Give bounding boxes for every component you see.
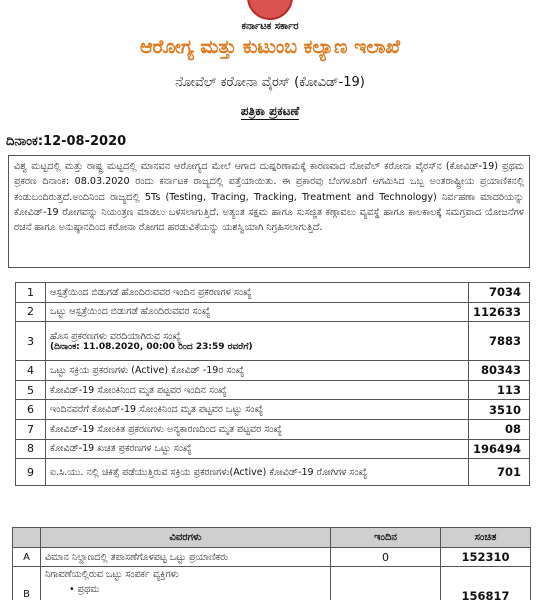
table-row [16, 400, 530, 420]
row-label: ಇಂದಿನವರೆಗೆ ಕೋವಿಡ್-19 ಸೋಂಕಿನಿಂದ ಮೃತ ಪಟ್ಟವರ ಒಟ್ಟು ಸಂಖ್ಯೆ [46, 400, 469, 420]
header-details: ವಿವರಗಳು [41, 528, 331, 548]
header-cumulative: ಸಂಚಿತ [441, 528, 531, 548]
state-emblem-icon [247, 0, 293, 20]
intro-paragraph: ವಿಶ್ವ ಮಟ್ಟದಲ್ಲಿ ಮತ್ತು ರಾಷ್ಟ್ರ ಮಟ್ಟದಲ್ಲಿ ಮಾನವನ ಆರೋಗ್ಯದ ಮೇಲೆ ಆಗಾದ ದುಷ್ಪರಿಣಾಮಕ್ಕೆ ಕಾರಣವಾದ ನೋವೆಲ್ ಕರೋನಾ ವೈರಸ್‌ನ (ಕೋವಿಡ್-19) ಪ್ರಥಮ ಪ್ರಕರಣ ದಿನಾಂಕ: 08.03.2020 ರಂದು ಕರ್ನಾಟಕ ರಾಜ್ಯದಲ್ಲಿ ಪತ್ತೆಯಾಯಿತು. ಈ ಪ್ರಕಾರವು ಬೆಂಗಳೂರಿಗೆ ಆಗಮಿಸಿದ ಒಬ್ಬ ಅಂತರಾಷ್ಟ್ರೀಯ ಪ್ರಯಾಣಿಕನಲ್ಲಿ ಕಂಡುಬಂದಿರುತ್ತದೆ.ಅಂದಿನಿಂದ ರಾಜ್ಯದಲ್ಲಿ 5Ts (Testing, Tracing, Tracking, Treatment and Technology) ನಿರ್ವಹಣಾ ಮಾದರಿಯನ್ನು ಕೋವಿಡ್-19 ರೋಗವನ್ನು ನಿಯಂತ್ರಣ ಮಾಡಲು ಬಳಸಲಾಗುತ್ತಿದೆ. ಅತ್ಯಂತ ಸಕ್ಷಮ ಹಾಗೂ ಸುಸಜ್ಜಿತ ಕಣ್ಗಾವಲು ವ್ಯವಸ್ಥೆ ಹಾಗೂ ಕಾಲಕಾಲಕ್ಕೆ ಸಮಗ್ರವಾದ ಯೋಜನೆಗಳ ರಚನೆ ಹಾಗೂ ಅನುಷ್ಠಾನದಿಂದ ಕರೋನಾ ರೋಗದ ಹರಡುವಿಕೆಯನ್ನು ಯಶಸ್ವಿಯಾಗಿ ನಿಗ್ರಹಿಸಲಾಗುತ್ತಿದೆ. [8, 155, 530, 268]
table-row [16, 302, 530, 322]
row-label: ಹೊಸ ಪ್ರಕರಣಗಳು ವರದಿಯಾಗಿರುವ ಸಂಖ್ಯೆ [50, 330, 181, 342]
release-date: ದಿನಾಂಕ:12-08-2020 [6, 134, 127, 149]
table-row [13, 548, 531, 567]
row-value: 7034 [468, 283, 529, 303]
row-number: 6 [16, 400, 46, 420]
row-label: ಕೋವಿಡ್-19 ಸೋಂಕಿತ ಪ್ರಕರಣಗಳು ಅನ್ಯಕಾರಣದಿಂದ ಮೃತ ಪಟ್ಟವರ ಸಂಖ್ಯೆ [46, 419, 469, 439]
row-value: 3510 [468, 400, 529, 420]
row-id: A [13, 548, 41, 567]
row-number: 7 [16, 419, 46, 439]
details-table [12, 527, 531, 600]
row-number: 8 [16, 439, 46, 459]
row-value: 7883 [468, 322, 529, 361]
header-today: ಇಂದಿನ [331, 528, 441, 548]
bullet-text: ಪ್ರಥಮ [77, 584, 100, 595]
row-label: ಕೋವಿಡ್-19 ಖಚಿತ ಪ್ರಕರಣಗಳ ಒಟ್ಟು ಸಂಖ್ಯೆ [46, 439, 469, 459]
table-header-row [13, 528, 531, 548]
table-row [16, 419, 530, 439]
row-value: 80343 [468, 361, 529, 381]
table-row [16, 361, 530, 381]
row-id: B [23, 589, 30, 600]
table-row [16, 439, 530, 459]
row-cumulative: 152310 [441, 548, 531, 567]
row-value: 08 [468, 419, 529, 439]
row-today: 0 [331, 548, 441, 567]
row-today [331, 567, 441, 600]
subject-line: ನೋವೆಲ್ ಕರೋನಾ ವೈರಸ್ (ಕೋವಿಡ್-19) [175, 75, 365, 90]
press-release-heading: ಪತ್ರಿಕಾ ಪ್ರಕಟಣೆ [240, 104, 300, 118]
department-title: ಆರೋಗ್ಯ ಮತ್ತು ಕುಟುಂಬ ಕಲ್ಯಾಣ ಇಲಾಖೆ [139, 36, 401, 58]
table-row [16, 283, 530, 303]
row-cumulative-cell [441, 567, 531, 600]
row-label: ಒಟ್ಟು ಆಸ್ಪತ್ರೆಯಿಂದ ಬಿಡುಗಡೆ ಹೊಂದಿರುವವರ ಸಂಖ್ಯೆ [46, 302, 469, 322]
header-id [13, 528, 41, 548]
row-number: 5 [16, 380, 46, 400]
row-label: ಆಸ್ಪತ್ರೆಯಿಂದ ಬಿಡುಗಡೆ ಹೊಂದಿರುವವರ ಇಂದಿನ ಪ್ರಕರಣಗಳ ಸಂಖ್ಯೆ [46, 283, 469, 303]
row-label-cell [41, 567, 331, 600]
table-row [16, 322, 530, 361]
row-id-cell [13, 567, 41, 600]
row-label: ಐ.ಸಿ.ಯು. ನಲ್ಲಿ ಚಿಕಿತ್ಸೆ ಪಡೆಯುತ್ತಿರುವ ಸಕ್ರಿಯ ಪ್ರಕರಣಗಳು(Active) ಕೋವಿಡ್-19 ರೋಗಿಗಳ ಸಂಖ್ಯೆ [46, 459, 469, 486]
covid-stats-table [15, 282, 530, 486]
row-value: 113 [468, 380, 529, 400]
row-number: 3 [16, 322, 46, 361]
row-number: 9 [16, 459, 46, 486]
row-number: 2 [16, 302, 46, 322]
row-value: 112633 [468, 302, 529, 322]
row-value: 701 [468, 459, 529, 486]
row-number: 4 [16, 361, 46, 381]
row-value: 196494 [468, 439, 529, 459]
row-sublabel: (ದಿನಾಂಕ: 11.08.2020, 00:00 ರಿಂದ 23:59 ರವರೆಗೆ) [50, 341, 253, 352]
row-label: ವಿಮಾನ ನಿಲ್ದಾಣದಲ್ಲಿ ತಪಾಸಣೆಗೊಳಪಟ್ಟ ಒಟ್ಟು ಪ್ರಯಾಣಿಕರು [41, 548, 331, 567]
row-label-cell [46, 322, 469, 361]
row-label: ಒಟ್ಟು ಸಕ್ರಿಯ ಪ್ರಕರಣಗಳು (Active) ಕೋವಿಡ್ -19ರ ಸಂಖ್ಯೆ [46, 361, 469, 381]
table-row [13, 567, 531, 600]
row-cumulative: 156817 [461, 589, 510, 600]
government-title: ಕರ್ನಾಟಕ ಸರ್ಕಾರ [241, 21, 299, 32]
row-label: ಕೋವಿಡ್-19 ಸೋಂಕಿನಿಂದ ಮೃತ ಪಟ್ಟವರ ಇಂದಿನ ಸಂಖ್ಯೆ [46, 380, 469, 400]
bullet-item: • ಪ್ರಥಮ [69, 584, 100, 595]
table-row [16, 459, 530, 486]
row-label: ನಿಗಾವಣೆಯಲ್ಲಿರುವ ಒಟ್ಟು ಸಂಪರ್ಕ ವ್ಯಕ್ತಿಗಳು [45, 569, 179, 580]
row-number: 1 [16, 283, 46, 303]
table-row [16, 380, 530, 400]
